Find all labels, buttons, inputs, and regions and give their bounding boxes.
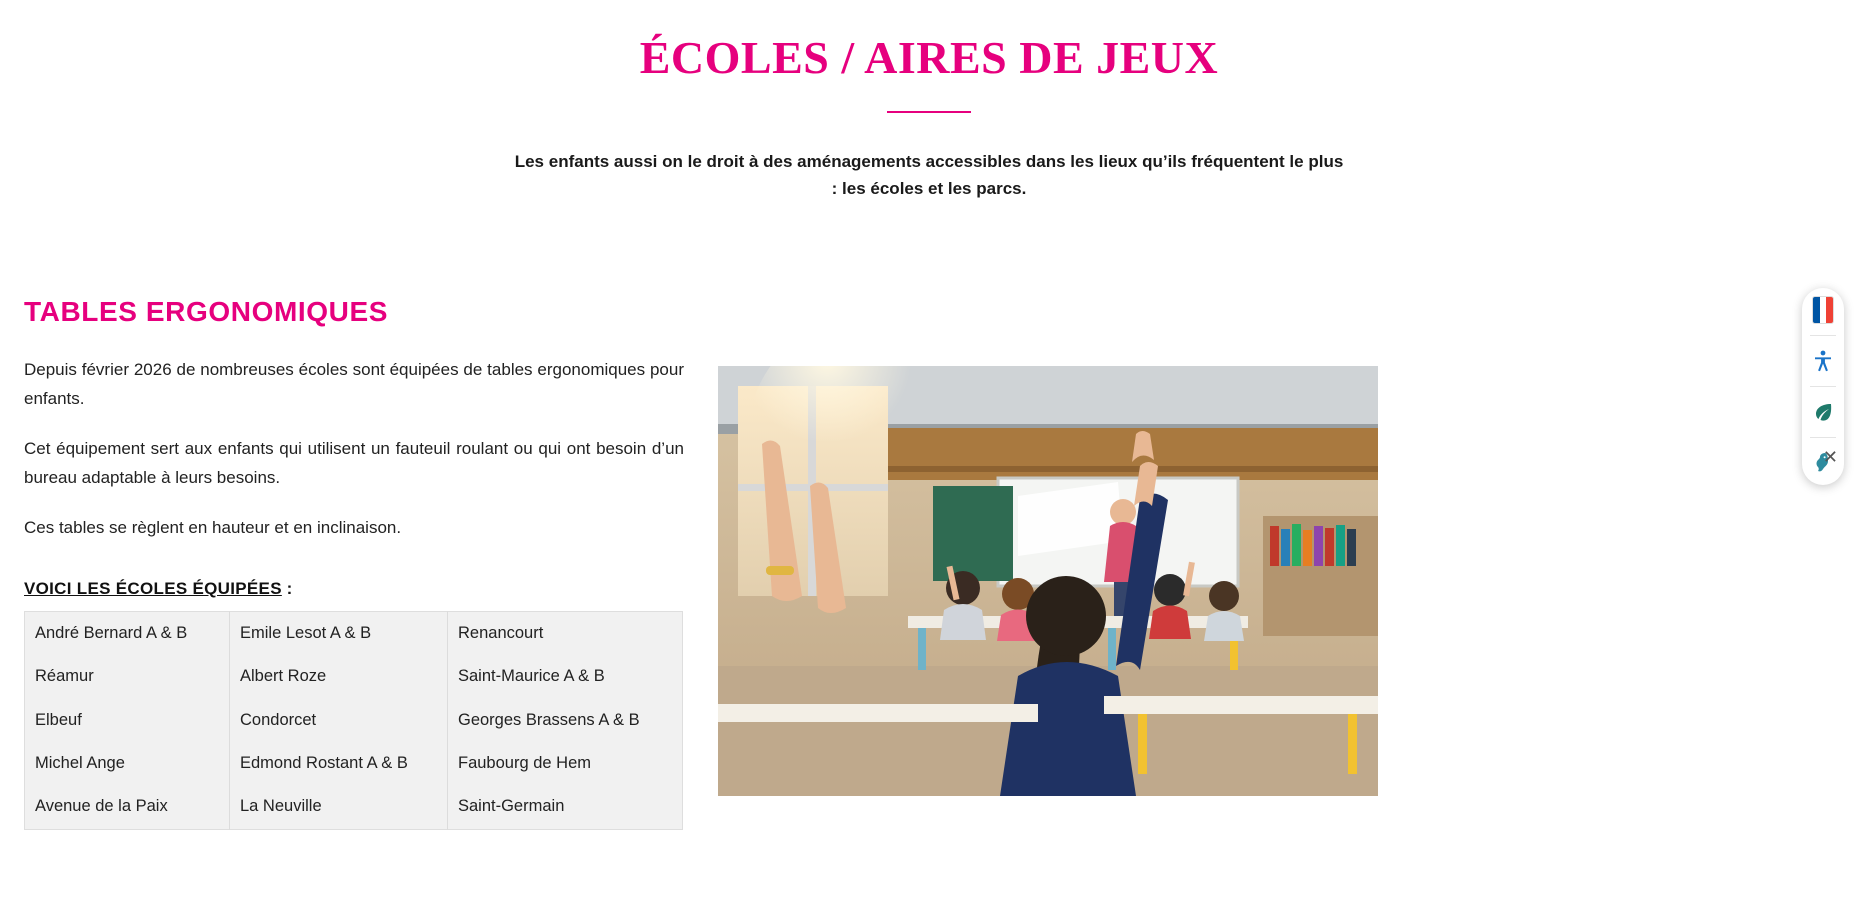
accessibility-person-icon[interactable] (1808, 346, 1838, 376)
image-column (718, 356, 1378, 796)
schools-list-label (24, 579, 684, 599)
widget-divider-1 (1810, 335, 1836, 336)
table-row (25, 611, 683, 655)
widget-divider-3 (1810, 437, 1836, 438)
table-row (25, 785, 683, 829)
section-heading: TABLES ERGONOMIQUES (24, 296, 389, 327)
table-cell: Edmond Rostant A & B (230, 742, 448, 785)
table-cell: Condorcet (230, 699, 448, 742)
schools-list-label-text: VOICI LES ÉCOLES ÉQUIPÉES (24, 578, 282, 598)
table-cell: Georges Brassens A & B (458, 710, 640, 729)
intro-text (479, 149, 1379, 202)
paragraph-1: Depuis février 2026 de nombreuses écoles sont équipées de tables ergonomiques pour enfants. (24, 360, 684, 408)
table-cell: La Neuville (230, 785, 448, 829)
classroom-photo (718, 366, 1378, 796)
widget-close-icon[interactable]: ✕ (1822, 447, 1838, 467)
intro-line-2: : les écoles et les parcs. (831, 178, 1027, 198)
widget-divider-2 (1810, 386, 1836, 387)
table-cell: Saint-Maurice A & B (458, 667, 605, 686)
table-cell: Elbeuf (25, 699, 230, 742)
schools-list-label-suffix: : (281, 578, 293, 598)
two-column-layout (24, 356, 1834, 830)
table-cell: André Bernard A & B (25, 611, 230, 655)
table-cell: Renancourt (458, 623, 544, 642)
intro-line-1: Les enfants aussi on le droit à des aménagements accessibles dans les lieux qu’ils fréquentent le plus (514, 152, 1344, 172)
table-cell: Faubourg de Hem (458, 754, 591, 773)
table-row (25, 699, 683, 742)
table-cell: Réamur (25, 655, 230, 698)
table-cell: Albert Roze (230, 655, 448, 698)
flag-france-glyph (1813, 297, 1833, 323)
text-column (24, 356, 684, 830)
main-content (24, 296, 1834, 830)
table-cell: Michel Ange (25, 742, 230, 785)
schools-table (24, 611, 683, 830)
paragraph-2: Cet équipement sert aux enfants qui utilisent un fauteuil roulant ou qui ont besoin d’un bureau adaptable à leurs besoins. (24, 439, 684, 487)
table-row (25, 742, 683, 785)
page-title: ÉCOLES / AIRES DE JEUX (639, 32, 1219, 83)
table-cell: Emile Lesot A & B (230, 611, 448, 655)
leaf-icon[interactable] (1808, 397, 1838, 427)
table-row (25, 655, 683, 698)
table-cell: Saint-Germain (458, 797, 565, 816)
paragraph-3: Ces tables se règlent en hauteur et en inclinaison. (24, 518, 402, 538)
table-cell: Avenue de la Paix (25, 785, 230, 829)
language-flag-france-icon[interactable] (1808, 295, 1838, 325)
title-divider (887, 111, 971, 113)
